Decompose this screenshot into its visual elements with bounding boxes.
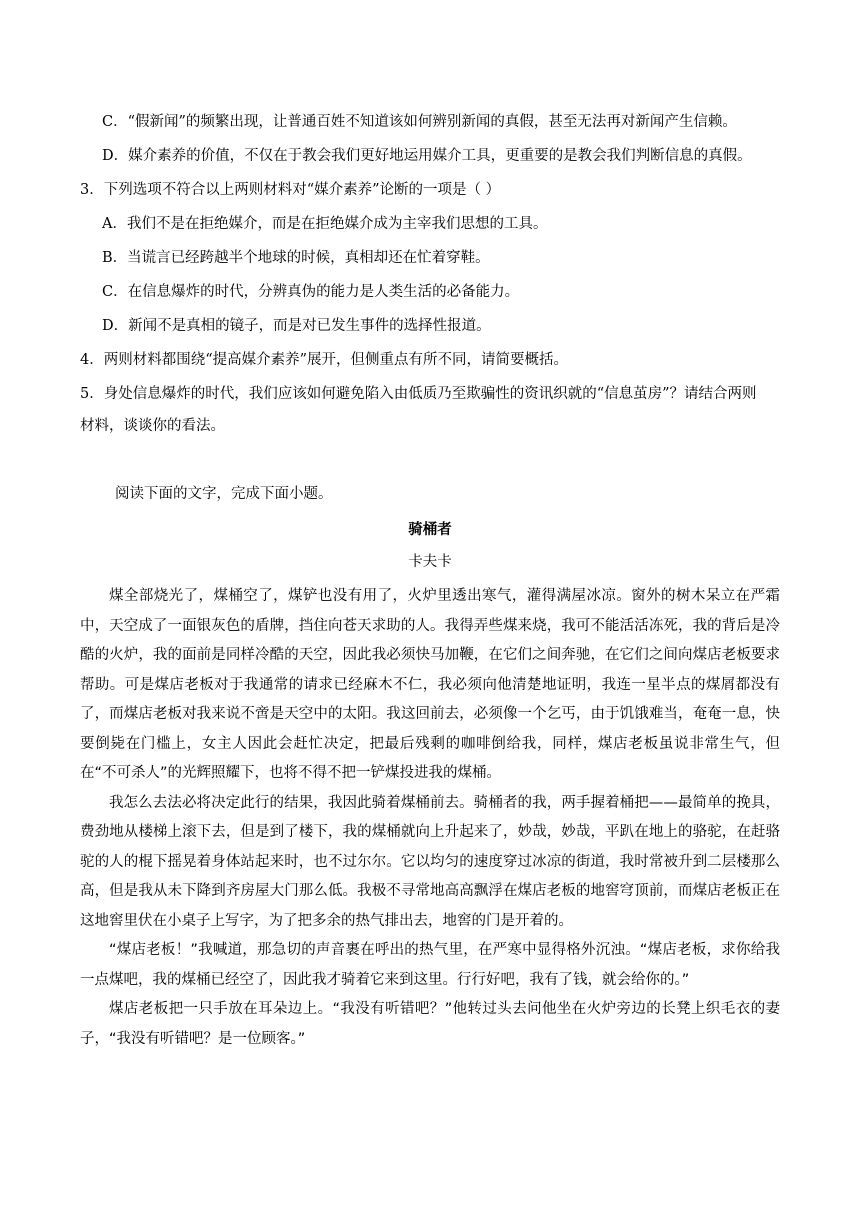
q2-option-c: C．“假新闻”的频繁出现，让普通百姓不知道该如何辨别新闻的真假，甚至无法再对新闻产生信赖。	[102, 114, 737, 130]
story-paragraph-4: 煤店老板把一只手放在耳朵边上。“我没有听错吧？”他转过头去问他坐在火炉旁边的长凳上织毛衣的妻子，“我没有听错吧？是一位顾客。”	[80, 1001, 780, 1047]
q3-option-b: B．当谎言已经跨越半个地球的时候，真相却还在忙着穿鞋。	[102, 250, 490, 266]
story-paragraph-3: “煤店老板！”我喊道，那急切的声音裹在呼出的热气里，在严寒中显得格外沉浊。“煤店老板，求你给我一点煤吧，我的煤桶已经空了，因此我才骑着它来到这里。行行好吧，我有了钱，就会给你的。”	[80, 942, 780, 988]
q3-stem: 3．下列选项不符合以上两则材料对“媒介素养”论断的一项是（ ）	[80, 182, 501, 198]
story-title: 骑桶者	[408, 521, 452, 538]
q5-stem-line-1: 5．身处信息爆炸的时代，我们应该如何避免陷入由低质乃至欺骗性的资讯织就的“信息茧房”？请结合两则	[80, 386, 757, 402]
q2-option-d: D．媒介素养的价值，不仅在于教会我们更好地运用媒介工具，更重要的是教会我们判断信息的真假。	[102, 148, 752, 164]
q5-stem-line-2: 材料，谈谈你的看法。	[80, 418, 225, 434]
story-body	[80, 582, 780, 1054]
story-paragraph-2: 我怎么去法必将决定此行的结果，我因此骑着煤桶前去。骑桶者的我，两手握着桶把——最简单的挽具，费劲地从楼梯上滚下去，但是到了楼下，我的煤桶就向上升起来了，妙哉，妙哉，平趴在地上的骆驼，在赶骆驼的人的棍下摇晃着身体站起来时，也不过尔尔。它以均匀的速度穿过冰凉的街道，我时常被升到二层楼那么高，但是我从未下降到齐房屋大门那么低。我极不寻常地高高飘浮在煤店老板的地窖穹顶前，而煤店老板正在这地窖里伏在小桌子上写字，为了把多余的热气排出去，地窖的门是开着的。	[80, 794, 780, 929]
q4-stem: 4．两则材料都围绕“提高媒介素养”展开，但侧重点有所不同，请简要概括。	[80, 352, 569, 368]
q3-option-a: A．我们不是在拒绝媒介，而是在拒绝媒介成为主宰我们思想的工具。	[102, 216, 548, 232]
reading-instruction: 阅读下面的文字，完成下面小题。	[115, 486, 333, 502]
story-paragraph-1: 煤全部烧光了，煤桶空了，煤铲也没有用了，火炉里透出寒气，灌得满屋冰凉。窗外的树木呆立在严霜中，天空成了一面银灰色的盾牌，挡住向苍天求助的人。我得弄些煤来烧，我可不能活活冻死，我的背后是冷酷的火炉，我的面前是同样冷酷的天空，因此我必须快马加鞭，在它们之间奔驰，在它们之间向煤店老板要求帮助。可是煤店老板对于我通常的请求已经麻木不仁，我必须向他清楚地证明，我连一星半点的煤屑都没有了，而煤店老板对我来说不啻是天空中的太阳。我这回前去，必须像一个乞丐，由于饥饿难当，奄奄一息，快要倒毙在门槛上，女主人因此会赶忙决定，把最后残剩的咖啡倒给我，同样，煤店老板虽说非常生气，但在“不可杀人”的光辉照耀下，也将不得不把一铲煤投进我的煤桶。	[80, 588, 780, 781]
story-author: 卡夫卡	[408, 554, 452, 570]
q3-option-d: D．新闻不是真相的镜子，而是对已发生事件的选择性报道。	[102, 318, 491, 334]
q3-option-c: C．在信息爆炸的时代，分辨真伪的能力是人类生活的必备能力。	[102, 284, 520, 300]
